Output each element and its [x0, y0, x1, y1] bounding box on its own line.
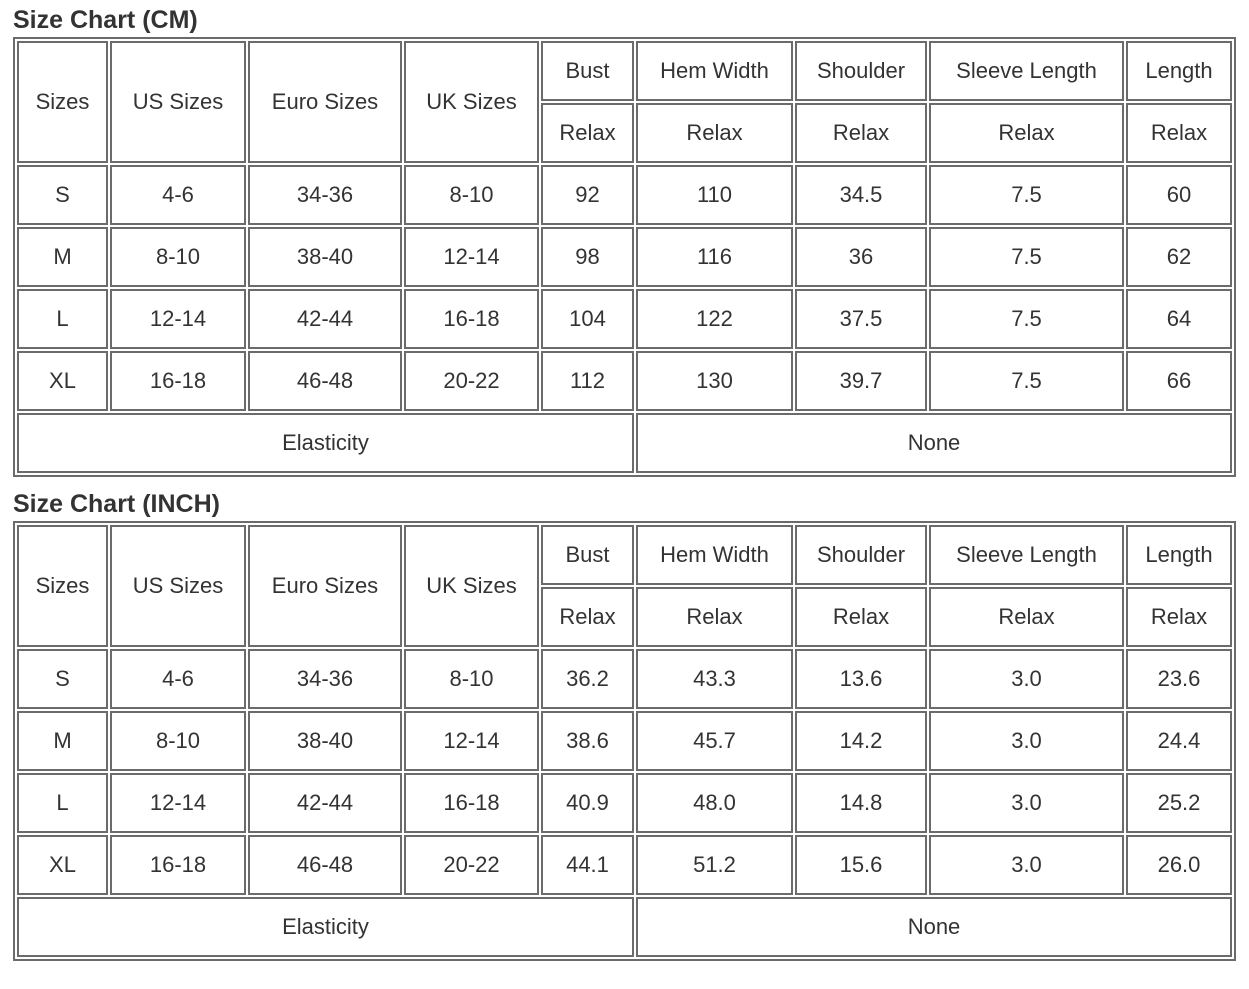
cell-uk-size: 12-14	[404, 711, 539, 771]
cell-hem-width: 130	[636, 351, 793, 411]
cell-bust: 98	[541, 227, 634, 287]
cell-hem-width: 116	[636, 227, 793, 287]
cell-sleeve-length: 7.5	[929, 351, 1124, 411]
table-row	[17, 649, 1232, 709]
header-hem-width: Hem Width	[636, 525, 793, 585]
header-us-sizes: US Sizes	[110, 525, 246, 647]
cell-hem-width: 51.2	[636, 835, 793, 895]
subheader-relax: Relax	[1126, 103, 1232, 163]
cell-shoulder: 39.7	[795, 351, 927, 411]
table-row	[17, 165, 1232, 225]
cell-us-size: 4-6	[110, 165, 246, 225]
cell-uk-size: 12-14	[404, 227, 539, 287]
cell-bust: 92	[541, 165, 634, 225]
cell-size: M	[17, 711, 108, 771]
header-euro-sizes: Euro Sizes	[248, 525, 402, 647]
cell-shoulder: 37.5	[795, 289, 927, 349]
header-sleeve-length: Sleeve Length	[929, 41, 1124, 101]
cell-uk-size: 20-22	[404, 835, 539, 895]
subheader-relax: Relax	[636, 587, 793, 647]
cell-us-size: 12-14	[110, 289, 246, 349]
cell-bust: 112	[541, 351, 634, 411]
chart-title: Size Chart (CM)	[13, 6, 198, 34]
cell-sleeve-length: 7.5	[929, 165, 1124, 225]
header-shoulder: Shoulder	[795, 525, 927, 585]
header-uk-sizes: UK Sizes	[404, 525, 539, 647]
header-euro-sizes: Euro Sizes	[248, 41, 402, 163]
cell-us-size: 4-6	[110, 649, 246, 709]
cell-hem-width: 45.7	[636, 711, 793, 771]
cell-size: L	[17, 773, 108, 833]
cell-size: L	[17, 289, 108, 349]
header-sizes: Sizes	[17, 525, 108, 647]
cell-euro-size: 38-40	[248, 711, 402, 771]
cell-uk-size: 8-10	[404, 165, 539, 225]
table-row	[17, 289, 1232, 349]
cell-length: 60	[1126, 165, 1232, 225]
cell-euro-size: 46-48	[248, 835, 402, 895]
table-row	[17, 227, 1232, 287]
header-length: Length	[1126, 41, 1232, 101]
subheader-relax: Relax	[636, 103, 793, 163]
cell-shoulder: 36	[795, 227, 927, 287]
cell-size: S	[17, 165, 108, 225]
cell-length: 24.4	[1126, 711, 1232, 771]
cell-euro-size: 42-44	[248, 289, 402, 349]
table-row	[17, 351, 1232, 411]
elasticity-row	[17, 413, 1232, 473]
cell-size: M	[17, 227, 108, 287]
cell-length: 62	[1126, 227, 1232, 287]
cell-size: S	[17, 649, 108, 709]
cell-size: XL	[17, 835, 108, 895]
cell-euro-size: 46-48	[248, 351, 402, 411]
header-hem-width: Hem Width	[636, 41, 793, 101]
header-sleeve-length: Sleeve Length	[929, 525, 1124, 585]
size-chart-cm	[13, 3, 1233, 477]
cell-us-size: 12-14	[110, 773, 246, 833]
table-row	[17, 835, 1232, 895]
header-row	[17, 41, 1232, 101]
cell-us-size: 8-10	[110, 227, 246, 287]
subheader-relax: Relax	[929, 587, 1124, 647]
cell-shoulder: 13.6	[795, 649, 927, 709]
cell-bust: 36.2	[541, 649, 634, 709]
cell-shoulder: 14.8	[795, 773, 927, 833]
elasticity-row	[17, 897, 1232, 957]
subheader-relax: Relax	[1126, 587, 1232, 647]
size-chart-inch	[13, 487, 1233, 961]
cell-euro-size: 42-44	[248, 773, 402, 833]
cell-length: 64	[1126, 289, 1232, 349]
cell-length: 26.0	[1126, 835, 1232, 895]
header-bust: Bust	[541, 525, 634, 585]
size-table-inch	[13, 521, 1236, 961]
subheader-relax: Relax	[929, 103, 1124, 163]
cell-sleeve-length: 3.0	[929, 649, 1124, 709]
cell-sleeve-length: 7.5	[929, 289, 1124, 349]
header-us-sizes: US Sizes	[110, 41, 246, 163]
cell-length: 25.2	[1126, 773, 1232, 833]
table-row	[17, 711, 1232, 771]
cell-us-size: 16-18	[110, 351, 246, 411]
header-row	[17, 525, 1232, 585]
subheader-relax: Relax	[795, 103, 927, 163]
cell-euro-size: 38-40	[248, 227, 402, 287]
cell-euro-size: 34-36	[248, 649, 402, 709]
cell-shoulder: 14.2	[795, 711, 927, 771]
elasticity-label: Elasticity	[17, 413, 634, 473]
cell-size: XL	[17, 351, 108, 411]
cell-sleeve-length: 3.0	[929, 711, 1124, 771]
cell-shoulder: 15.6	[795, 835, 927, 895]
cell-us-size: 16-18	[110, 835, 246, 895]
table-row	[17, 773, 1232, 833]
subheader-relax: Relax	[541, 587, 634, 647]
elasticity-label: Elasticity	[17, 897, 634, 957]
header-sizes: Sizes	[17, 41, 108, 163]
cell-uk-size: 8-10	[404, 649, 539, 709]
cell-hem-width: 122	[636, 289, 793, 349]
cell-euro-size: 34-36	[248, 165, 402, 225]
subheader-relax: Relax	[541, 103, 634, 163]
cell-bust: 40.9	[541, 773, 634, 833]
cell-bust: 44.1	[541, 835, 634, 895]
subheader-relax: Relax	[795, 587, 927, 647]
cell-us-size: 8-10	[110, 711, 246, 771]
header-bust: Bust	[541, 41, 634, 101]
header-shoulder: Shoulder	[795, 41, 927, 101]
header-uk-sizes: UK Sizes	[404, 41, 539, 163]
cell-shoulder: 34.5	[795, 165, 927, 225]
elasticity-value: None	[636, 897, 1232, 957]
cell-uk-size: 16-18	[404, 289, 539, 349]
cell-sleeve-length: 3.0	[929, 835, 1124, 895]
cell-length: 23.6	[1126, 649, 1232, 709]
chart-title: Size Chart (INCH)	[13, 490, 220, 518]
elasticity-value: None	[636, 413, 1232, 473]
cell-hem-width: 48.0	[636, 773, 793, 833]
header-length: Length	[1126, 525, 1232, 585]
cell-sleeve-length: 3.0	[929, 773, 1124, 833]
cell-hem-width: 43.3	[636, 649, 793, 709]
size-table-cm	[13, 37, 1236, 477]
cell-sleeve-length: 7.5	[929, 227, 1124, 287]
cell-uk-size: 16-18	[404, 773, 539, 833]
cell-length: 66	[1126, 351, 1232, 411]
cell-bust: 104	[541, 289, 634, 349]
cell-uk-size: 20-22	[404, 351, 539, 411]
cell-hem-width: 110	[636, 165, 793, 225]
cell-bust: 38.6	[541, 711, 634, 771]
